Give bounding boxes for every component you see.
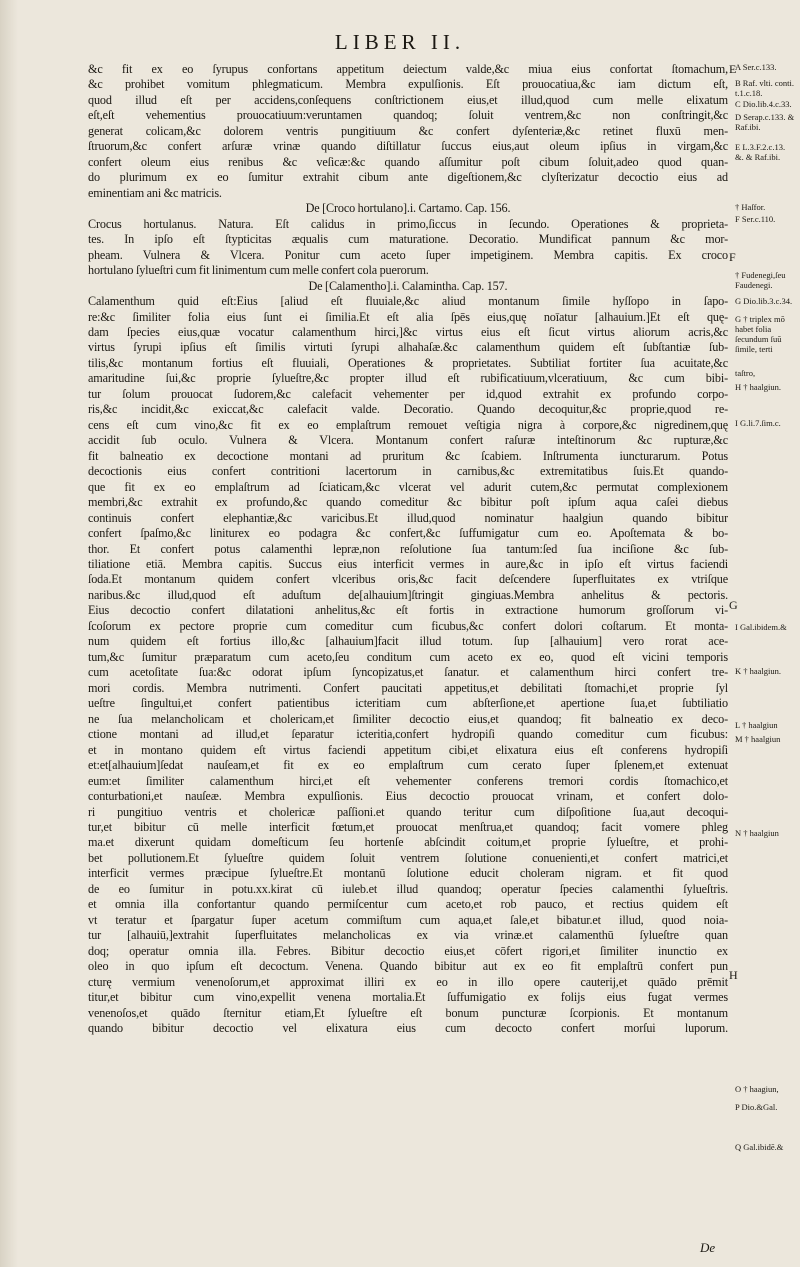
text-line: titur,et bibitur cum vino,expellit venena mortalia.Et ſuffumigatio ex folijs eius fugat vermes xyxy=(88,990,728,1005)
section-letter: F xyxy=(729,250,736,264)
text-line: &c fit ex eo ſyrupus confortans appetitum deiectum valde,&c miua eius confortat ſtomachum, xyxy=(88,62,728,76)
text-line: confert oleum eius renibus &c veſicæ:&c quando aſſumitur poſt cibum ſoluit,adeo quod quan- xyxy=(88,154,728,169)
margin-note: P Dio.&Gal. xyxy=(735,1102,778,1112)
section-letter: E xyxy=(729,62,737,76)
margin-note: &. & Raf.ibi. xyxy=(735,152,781,162)
text-line: tilis,&c montanum fortius eſt fluuiali, Operationes & proprietates. Subtiliat fortiter ſua acuitate,&c xyxy=(88,355,728,370)
text-line: tur ſolum prouocat ſudorem,&c calefacit vehementer per id,quod extrahit ex profundo corpo- xyxy=(88,386,728,401)
text-line: ſcoſorum ex pectore proprie cum comeditur cum ficubus,&c confert dolori coſtarum. Et monta- xyxy=(88,618,728,633)
margin-note: A Ser.c.133. xyxy=(735,62,777,72)
text-line: mori cordis. Membra nutrimenti. Confert paucitati appetitus,et debilitati ſtomachi,et proprie ſyl xyxy=(88,680,728,695)
text-line: naribus.&c illud,quod eſt aduſtum de[alhauium]ſtringit gingiuas.Membra anhelitus & pectoris. xyxy=(88,587,728,602)
text-line: &c prohibet vomitum phlegmaticum. Membra expulſionis. Eſt prouocatiua,&c iam dictum eſt, xyxy=(88,77,728,92)
margin-note: M † haalgiun xyxy=(735,734,781,744)
margin-note: ſimile, terti xyxy=(735,344,773,354)
text-line: ueſtre ſingultui,et confert patientibus icteritiam cum abſterſione,et apertione ſua,et ſubtiliatio xyxy=(88,696,728,711)
text-line: accidit ſub oculo. Vulnera & Vlcera. Montanum confert raſuræ inteſtinorum &c rupturæ,&c xyxy=(88,433,728,448)
text-line: ſtruorum,&c confert arſuræ vrinæ quando diſtillatur ſuccus eius,aut oleum ipſius in virgam,&c xyxy=(88,139,728,154)
text-line: venenoſos,et quādo ſternitur etiam,Et ſylueſtre eſt bonum puncturæ ſcorpionis. Et montanum xyxy=(88,1005,728,1020)
margin-note: N † haalgiun xyxy=(735,828,779,838)
chapter-heading: De [Croco hortulano].i. Cartamo. Cap. 156. xyxy=(305,201,511,216)
margin-note: habet folia xyxy=(735,324,772,334)
text-line: Eius decoctio confert dilatationi anhelitus,&c eſt fortis in extractione humorum groſſorum vi- xyxy=(88,603,728,618)
text-line: que fit ex eo emplaſtrum ad ſciaticam,&c vlcerat vel adurit cutem,&c permutat complexionem xyxy=(88,479,728,494)
text-line: ma.et dixerunt quidam domeſticum ſeu hortenſe abſcindit coitum,et proprie ſylueſtre, et prohi- xyxy=(88,835,728,850)
text-line: et omnia illa confortantur quando permiſcentur cum aceto,et rob pauco, et rectius quidem eſt xyxy=(88,897,728,912)
margin-note: B Raf. vlti. conti. xyxy=(735,78,795,88)
text-line: ctione montani ad illud,et ſeparatur icteritia,confert hydropiſi quando comeditur cum ficubus: xyxy=(88,727,728,742)
text-line: tur,et bibitur cū melle interficit fœtum,et prouocat menſtrua,et quandoq; facit vomere phleg xyxy=(88,819,728,834)
text-line: Calamenthum quid eſt:Eius [aliud eſt fluuiale,&c aliud montanum ſimile hyſſopo in ſapo- xyxy=(88,294,728,309)
main-text-column xyxy=(88,62,728,1037)
text-line: tum,&c ſumitur præparatum cum aceto,ſeu conditum cum aceto ex eo, quod eſt vicini temporis xyxy=(88,649,728,664)
text-line: de eo ſumitur in potu.xx.kirat cū iuleb.et illud quandoq; operatur ſpecies calamenthi ſylueſtris. xyxy=(88,881,728,896)
text-line: decoctionis eius confert contritioni lacertorum in carnibus,&c extremitatibus ſuis.Et quando- xyxy=(88,464,728,479)
text-line: hortulano ſylueſtri cum fit linimentum cum melle confert cola puerorum. xyxy=(88,263,429,278)
text-line: eminentiam ani &c matricis. xyxy=(88,185,222,200)
text-line: tes. In ipſo eſt ſtypticitas æqualis cum maturatione. Decoratio. Mundificat pannum &c mor- xyxy=(88,232,728,247)
margin-note: I G.li.7.ſim.c. xyxy=(735,418,781,428)
margin-note: G Dio.lib.3.c.34. xyxy=(735,296,793,306)
text-line: cum acetoſitate ſua:&c odorat ipſum ſyncopizatus,et ſanatur. et calamenthum hirci confert tre- xyxy=(88,665,728,680)
margin-note: E L.3.F.2.c.13. xyxy=(735,142,786,152)
text-line: generat colicam,&c dolorem ventris pungitiuum &c confert dyſenteriæ,&c retinet fluxū men- xyxy=(88,123,728,138)
text-line: et in montano quidem eſt virtus faciendi appetitum cibi,et elixatura eius eſt conferens hydropiſi xyxy=(88,742,728,757)
margin-note: Faudenegi. xyxy=(735,280,773,290)
text-line: eſt,eſt vehementius prouocatiuum:veruntamen quandoq; ſoluit ventrem,&c non conſtringit,&c xyxy=(88,108,728,123)
text-line: ris,&c incidit,&c exiccat,&c calefacit valde. Decoratio. Quando decoquitur,&c proprie,quod re- xyxy=(88,402,728,417)
text-line: confert ſpaſmo,&c liniturex eo podagra &c confert,&c ſuffumigatur cum eo. Apoſtemata & bo- xyxy=(88,526,728,541)
text-line: tiliatione etiā. Membra capitis. Succus eius interficit vermes in aure,&c in ipſo eſt virtus faciendi xyxy=(88,557,728,571)
text-line: Crocus hortulanus. Natura. Eſt calidus in primo,ſiccus in ſecundo. Operationes & proprieta- xyxy=(88,216,728,231)
margin-note: † Haſfor. xyxy=(735,202,766,212)
text-line: thor. Et confert potus calamenthi lepræ,non reſolutione ſua tantum:ſed ſua inciſione &c ſub- xyxy=(88,541,728,556)
margin-note: † Fudenegi,ſeu xyxy=(735,270,786,280)
text-line: eum:et ſimiliter calamenthum hirci,et eſt vehementer conferens tremori cordis ſtomachico,et xyxy=(88,773,728,788)
section-letter: H xyxy=(729,968,738,982)
text-line: quando bibitur decoctio vel elixatura eius cum decocto confert morſui luporum. xyxy=(88,1021,728,1036)
text-line: quod illud eſt per accidens,conſequens conſtrictionem eius,et illud,quod cum melle elixatum xyxy=(88,92,728,107)
section-letter: G xyxy=(729,598,738,612)
text-line: virtus ſyrupi ipſius eſt ſimilis virtuti ſyrupi alhahaſæ.&c calamenthum quidem eſt ſubſtantiæ ſub- xyxy=(88,340,728,355)
margin-note: C Dio.lib.4.c.33. xyxy=(735,99,792,109)
page-gutter-shadow xyxy=(0,0,18,1267)
text-line: amaritudine ſui,&c proprie ſylueſtre,&c propter illud eſt rubificatiuum,vlceratiuum, &c cum bibi- xyxy=(88,371,728,386)
page-header-title: LIBER II. xyxy=(334,30,466,54)
margin-note: t.1.c.18. xyxy=(735,88,763,98)
text-line: fit balneatio ex decoctione montani ad pruritum &c ſcabiem. Inſtrumenta iuncturarum. Potus xyxy=(88,448,728,463)
text-line: bet pollutionem.Et ſylueſtre quidem ſoluit ventrem ſolutione conuenienti,et confert matrici,et xyxy=(88,850,728,865)
text-line: do plurimum ex eo ſumitur extrahit cibum ante digeſtionem,&c clyſterizatur decoctio eius ad xyxy=(88,170,728,185)
text-line: oleo in quo ipſum eſt decoctum. Venena. Quando bibitur aut ex eo fit emplaſtrū confert pun xyxy=(88,959,728,974)
catchword: De xyxy=(700,1240,716,1255)
chapter-heading: De [Calamentho].i. Calamintha. Cap. 157. xyxy=(308,278,508,293)
text-line: cturę vermium venenoſorum,et approximat illiri ex eo in illo opere cauterij,et quādo prēmit xyxy=(88,974,728,989)
text-line: cens eſt cum vino,&c fit ex eo emplaſtrum remouet veſtigia nigra à corpore,&c nigredinem,quę xyxy=(88,417,728,432)
margin-note: ſecundum ſuū xyxy=(735,334,782,344)
text-line: interficit vermes præcipue ſylueſtre.Et montanū ſolutione educit choleram nigram. et fit quod xyxy=(88,866,728,881)
margin-note: Q Gal.ibidē.& xyxy=(735,1142,784,1152)
text-line: doq; operatur omnia illa. Febres. Bibitur decoctio eius,et cōfert rigori,et ſimiliter inunctio ex xyxy=(88,943,728,958)
text-line: membri,&c extrahit ex profundo,&c quando comeditur &c bibitur poſt ipſum aqua caſei diebus xyxy=(88,495,728,510)
margin-note: K † haalgiun. xyxy=(735,666,782,676)
text-line: conturbationi,et nauſeæ. Membra expulſionis. Eius decoctio prouocat vrinam, et confert dolo- xyxy=(88,789,728,804)
text-line: ne ſua melancholicam et cholericam,et ſimiliter decoctio eius,et quandoq; fit balneatio ex deco- xyxy=(88,711,728,726)
margin-note: I Gal.ibidem.& xyxy=(735,622,787,632)
margin-note: D Serap.c.133. & xyxy=(735,112,795,122)
margin-note: G † triplex mō xyxy=(735,314,785,324)
text-line: ſoda.Et montanum quidem confert vlceribus oris,&c facit deſcendere ſuperfluitates ex vtriſque xyxy=(88,572,728,587)
margin-note: F Ser.c.110. xyxy=(735,214,776,224)
text-line: pheam. Vulnera & Vlcera. Ponitur cum aceto ſuper impetiginem. Membra capitis. Ex croco xyxy=(88,247,728,262)
text-line: vt teratur et ſpargatur ſuper acetum commiſtum cum aqua,et ſale,et bibatur.et illud, quod noia- xyxy=(88,912,728,927)
margin-note: H † haalgiun. xyxy=(735,382,782,392)
text-line: dam ſpecies eius,quæ vocatur calamenthum hirci,]&c virtus eius eſt ſicut virtus aliorum acris,&c xyxy=(88,324,728,339)
margin-note: L † haalgiun xyxy=(735,720,778,730)
text-line: continuis confert elephantiæ,&c varicibus.Et illud,quod nominatur haalgiun quando bibitur xyxy=(88,510,728,525)
text-line: num quidem eſt fortius illo,&c [alhauium]facit illud totum. ſup [alhauium] vero rorat ace- xyxy=(88,634,728,649)
margin-note: taſtro, xyxy=(735,368,756,378)
text-line: re:&c ſimiliter folia eius ſunt ei ſimilia.Et eſt alia ſpēs eius,quę noīatur [alhauium.]Et eſt quę- xyxy=(88,309,728,324)
text-line: tur [alhauiū,]extrahit ſuperfluitates melancholicas ex via vrinæ.et calamenthū ſylueſtre quan xyxy=(88,928,728,943)
text-line: ri pungitiuo ventris et cholericæ paſſioni.et quando teritur cum diſpoſitione ſua,aut decoqui- xyxy=(88,804,728,819)
margin-note: Raf.ibi. xyxy=(735,122,761,132)
text-line: et:et[alhauium]ſedat nauſeam,et fit ex eo emplaſtrum cum cerato ſuper ſplenem,et extenuat xyxy=(88,758,728,773)
margin-note: O † haagiun, xyxy=(735,1084,779,1094)
